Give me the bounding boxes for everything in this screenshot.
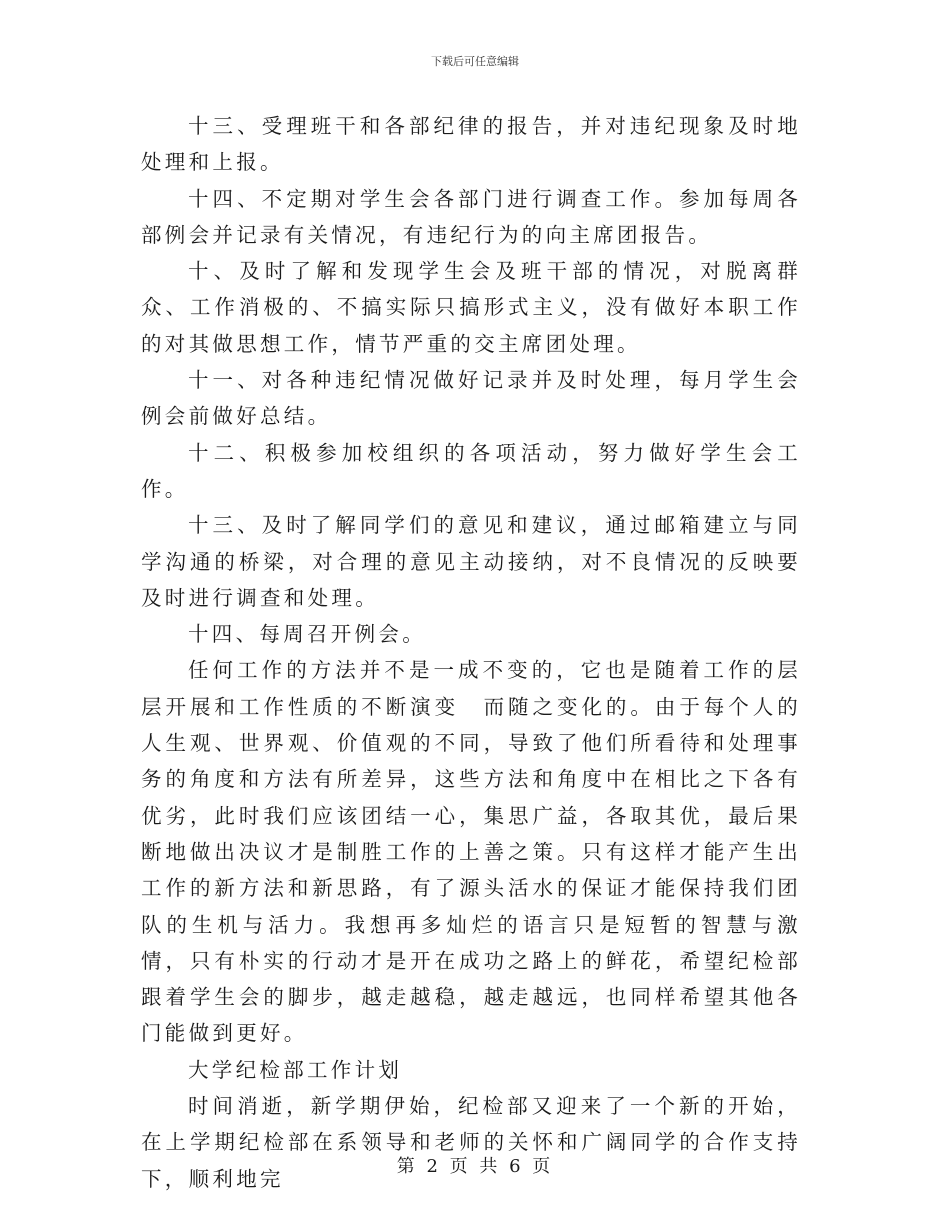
paragraph-7: 十四、每周召开例会。 (188, 622, 426, 647)
document-body (141, 108, 801, 1197)
page-header-note: 下载后可任意编辑 (431, 55, 519, 68)
paragraph-8: 任何工作的方法并不是一成不变的，它也是随着工作的层层开展和工作性质的不断演变 而随之变化的。由于每个人的人生观、世界观、价值观的不同，导致了他们所看待和处理事务的角度和方法有所差异，这些方法和角度中在相比之下各有优劣，此时我们应该团结一心，集思广益，各取其优，最后果断地做出决议才是制胜工作的上善之策。只有这样才能产生出工作的新方法和新思路，有了源头活水的保证才能保持我们团队的生机与活力。我想再多灿烂的语言只是短暂的智慧与激情，只有朴实的行动才是开在成功之路上的鲜花，希望纪检部跟着学生会的脚步，越走越稳，越走越远，也同样希望其他各门能做到更好。 (141, 658, 801, 1046)
paragraph-5: 十二、积极参加校组织的各项活动，努力做好学生会工作。 (141, 440, 801, 501)
paragraph-2: 十四、不定期对学生会各部门进行调查工作。参加每周各部例会并记录有关情况，有违纪行为的向主席团报告。 (141, 186, 801, 247)
paragraph-3: 十、及时了解和发现学生会及班干部的情况，对脱离群众、工作消极的、不搞实际只搞形式主义，没有做好本职工作的对其做思想工作，情节严重的交主席团处理。 (141, 259, 801, 356)
section-title: 大学纪检部工作计划 (188, 1057, 403, 1082)
paragraph-4: 十一、对各种违纪情况做好记录并及时处理，每月学生会例会前做好总结。 (141, 368, 801, 429)
paragraph-6: 十三、及时了解同学们的意见和建议，通过邮箱建立与同学沟通的桥梁，对合理的意见主动接纳，对不良情况的反映要及时进行调查和处理。 (141, 513, 801, 610)
paragraph-1: 十三、受理班干和各部纪律的报告，并对违纪现象及时地处理和上报。 (141, 114, 801, 175)
page-number-footer: 第 2 页 共 6 页 (396, 1156, 554, 1177)
paragraph-9: 时间消逝，新学期伊始，纪检部又迎来了一个新的开始，在上学期纪检部在系领导和老师的关怀和广阔同学的合作支持下，顺利地完 (141, 1094, 801, 1191)
